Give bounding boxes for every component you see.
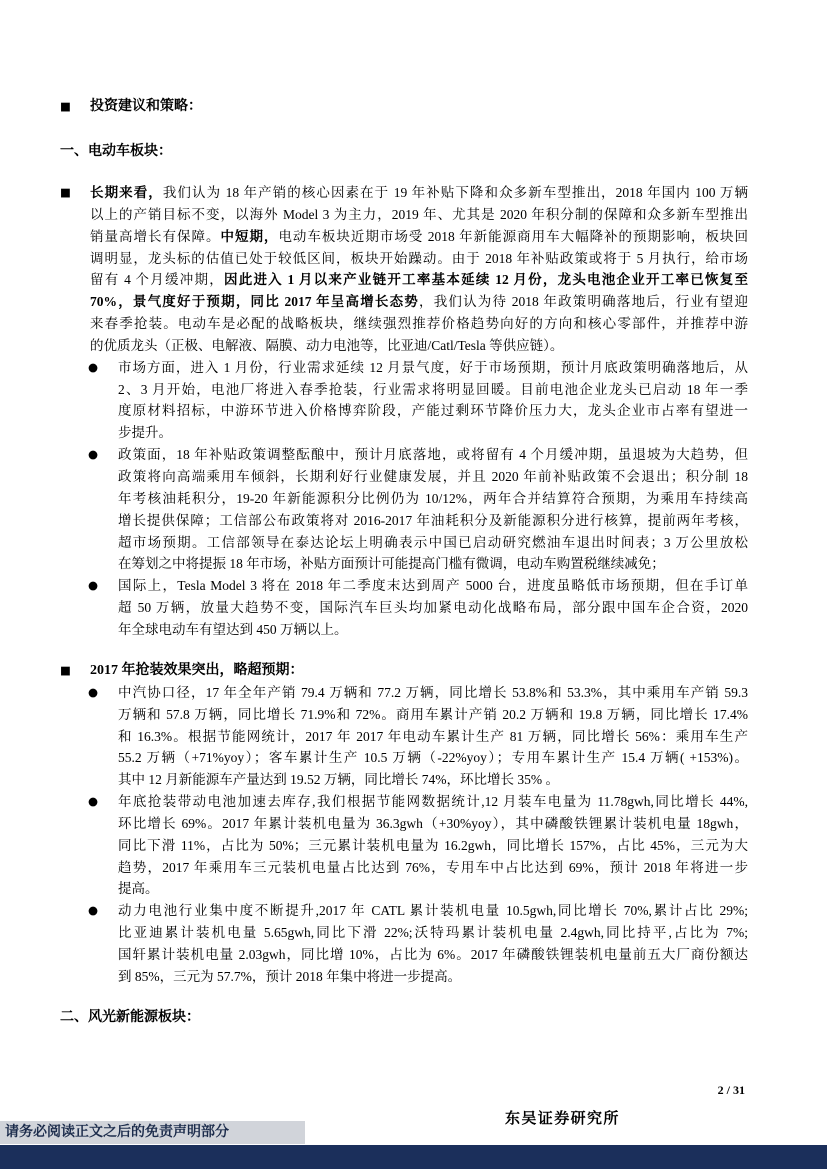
bullet-point-battery-installation (60, 791, 748, 900)
ev-section-body (60, 182, 748, 641)
paragraph-line: 以上的产销目标不变，以海外 Model 3 为主力，2019 年、尤其是 2020 年积分制的保障和众多新车型推出 (90, 206, 748, 222)
bullet-line: 万辆和 57.8 万辆，同比增长 71.9%和 72%。商用车累计产销 20.2 万辆和 19.8 万辆，同比增长 17.4% (118, 706, 748, 722)
bullet-line: 市场方面，进入 1 月份，行业需求延续 12 月景气度，好于市场预期，预计月底政策明确落地后，从 (118, 359, 748, 375)
bullet-point-concentration (60, 900, 748, 987)
bullet-line: 增长提供保障；工信部公布政策将对 2016-2017 年油耗积分及新能源积分进行核算，提前两年考核， (118, 512, 748, 528)
text-segment: 销量高增长有保障。 (90, 228, 221, 244)
bullet-line: 度原材料招标，中游环节进入价格博弈阶段，产能过剩环节降价压力大，龙头企业市占率有望进一 (118, 403, 748, 419)
bold-text-segment: 长期来看， (90, 185, 163, 200)
rush-section-title: 2017 年抢装效果突出，略超预期： (90, 663, 304, 678)
bullet-line: 提高。 (118, 881, 159, 897)
disclaimer-text: 请务必阅读正文之后的免责声明部分 (5, 1124, 229, 1140)
text-segment: 电动车板块近期市场受 2018 年新能源商用车大幅降补的预期影响，板块回 (278, 228, 749, 244)
bullet-line: 年考核油耗积分，19-20 年新能源积分比例仍为 10/12%，两年合并结算符合预期，为乘用车持续高 (118, 490, 748, 506)
round-bullet-icon: ● (88, 684, 99, 699)
bullet-line: 到 85%，三元为 57.7%，预计 2018 年集中将进一步提高。 (118, 968, 462, 984)
ev-section-title-block (60, 141, 748, 163)
strategy-heading (60, 96, 748, 118)
bullet-line: 年底抢装带动电池加速去库存,我们根据节能网数据统计,12 月装车电量为 11.78gwh,同比增长 44%, (118, 794, 748, 810)
ev-section-title: 一、电动车板块： (60, 144, 172, 159)
text-segment: 留有 4 个月缓冲期， (90, 272, 224, 288)
square-bullet-icon: ■ (60, 185, 71, 199)
round-bullet-icon: ● (88, 903, 99, 918)
bullet-line: 政策面，18 年补贴政策调整酝酿中，预计月底落地，或将留有 4 个月缓冲期，虽退坡为大趋势，但 (118, 447, 748, 463)
round-bullet-icon: ● (88, 794, 99, 809)
bullet-line: 环比增长 69%。2017 年累计装机电量为 36.3gwh（+30%yoy），其中磷酸铁锂累计装机电量 18gwh， (118, 815, 748, 831)
round-bullet-icon: ● (88, 447, 99, 462)
paragraph-line: 来春季抢装。电动车是必配的战略板块，继续强烈推荐价格趋势向好的方向和核心零部件，并推荐中游 (90, 316, 748, 332)
bullet-line: 动力电池行业集中度不断提升,2017 年 CATL 累计装机电量 10.5gwh,同比增长 70%,累计占比 29%; (118, 903, 748, 919)
bullet-point-market (60, 357, 748, 444)
bullet-line: 超 50 万辆，放量大趋势不变，国际汽车巨头均加紧电动化战略布局，部分跟中国车企合资，2020 (118, 600, 748, 616)
bullet-line: 比亚迪累计装机电量 5.65gwh,同比下滑 22%;沃特玛累计装机电量 2.4gwh,同比持平,占比为 7%; (118, 925, 748, 941)
paragraph-line (90, 291, 748, 313)
square-bullet-icon: ■ (60, 663, 71, 677)
page-number: 2 / 31 (717, 1083, 745, 1097)
wind-solar-section-title: 二、风光新能源板块： (60, 1010, 200, 1025)
bold-text-segment: 因此进入 1 月以来产业链开工率基本延续 12 月份，龙头电池企业开工率已恢复至 (223, 272, 749, 288)
institution-name: 东吴证券研究所 (505, 1109, 620, 1127)
rush-section-heading (60, 660, 748, 682)
disclaimer-box (0, 1121, 305, 1144)
square-bullet-icon: ■ (60, 99, 71, 113)
paragraph-line: 的优质龙头（正极、电解液、隔膜、动力电池等，比亚迪/Catl/Tesla 等供应链）。 (90, 337, 564, 353)
bullet-point-sales (60, 682, 748, 791)
bullet-line: 中汽协口径，17 年全年产销 79.4 万辆和 77.2 万辆，同比增长 53.8%和 53.3%，其中乘用车产销 59.3 (118, 684, 748, 700)
bullet-line: 步提升。 (118, 425, 172, 441)
bullet-line: 超市场预期。工信部领导在泰达论坛上明确表示中国已启动研究燃油车退出时间表；3 万公里放松 (118, 534, 748, 550)
bullet-line: 国轩累计装机电量 2.03gwh，同比增 10%，占比为 6%。2017 年磷酸铁锂装机电量前五大厂商份额达 (118, 946, 748, 962)
bullet-line: 和 16.3%。根据节能网统计，2017 年 2017 年电动车累计生产 81 万辆，同比增长 56%：乘用车生产 (118, 728, 748, 744)
text-segment: ，我们认为待 2018 年政策明确落地后，行业有望迎 (419, 294, 748, 310)
bullet-line: 国际上，Tesla Model 3 将在 2018 年二季度末达到周产 5000 台，进度虽略低市场预期，但在手订单 (118, 578, 748, 594)
bullet-point-international (60, 575, 748, 641)
text-segment: 我们认为 18 年产销的核心因素在于 19 年补贴下降和众多新车型推出，2018 年国内 100 万辆 (162, 185, 749, 200)
rush-section (60, 660, 748, 988)
bold-text-segment: 中短期， (220, 228, 279, 244)
bold-text-segment: 70%，景气度好于预期，同比 2017 年呈高增长态势 (90, 294, 419, 310)
bullet-line: 同比下滑 11%，占比为 50%；三元累计装机电量为 16.2gwh，同比增长 157%，占比 45%，三元为大 (118, 837, 748, 853)
bullet-line: 2、3 月开始，电池厂将进入春季抢装，行业需求将明显回暖。目前电池企业龙头已启动 18 年一季 (118, 381, 748, 397)
bullet-line: 年全球电动车有望达到 450 万辆以上。 (118, 621, 348, 637)
footer-bar (0, 1145, 827, 1169)
ev-summary-paragraph (60, 182, 748, 357)
bullet-line: 在筹划之中将提振 18 年市场，补贴方面预计可能提高门槛有微调，电动车购置税继续减免； (118, 556, 665, 572)
paragraph-line (90, 269, 748, 291)
bullet-line: 其中 12 月新能源车产量达到 19.52 万辆，同比增长 74%，环比增长 35% 。 (118, 772, 559, 788)
bullet-line: 政策将向高端乘用车倾斜，长期利好行业健康发展，并且 2020 年前补贴政策不会退出；积分制 18 (118, 468, 748, 484)
paragraph-line (90, 182, 748, 204)
bullet-point-policy (60, 444, 748, 575)
strategy-heading-block (60, 96, 748, 118)
paragraph-line: 调明显，龙头标的估值已处于较低区间，板块开始躁动。由于 2018 年补贴政策或将于 5 月执行，给市场 (90, 250, 748, 266)
round-bullet-icon: ● (88, 578, 99, 593)
round-bullet-icon: ● (88, 359, 99, 374)
bullet-line: 趋势，2017 年乘用车三元装机电量占比达到 76%，专用车中占比达到 69%，预计 2018 年将进一步 (118, 859, 748, 875)
bullet-line: 55.2 万辆（+71%yoy）；客车累计生产 10.5 万辆（-22%yoy）；专用车累计生产 15.4 万辆( +153%)。 (118, 750, 748, 766)
paragraph-line (90, 226, 748, 248)
strategy-heading-text: 投资建议和策略： (90, 99, 202, 114)
wind-solar-section-block (60, 1007, 748, 1029)
